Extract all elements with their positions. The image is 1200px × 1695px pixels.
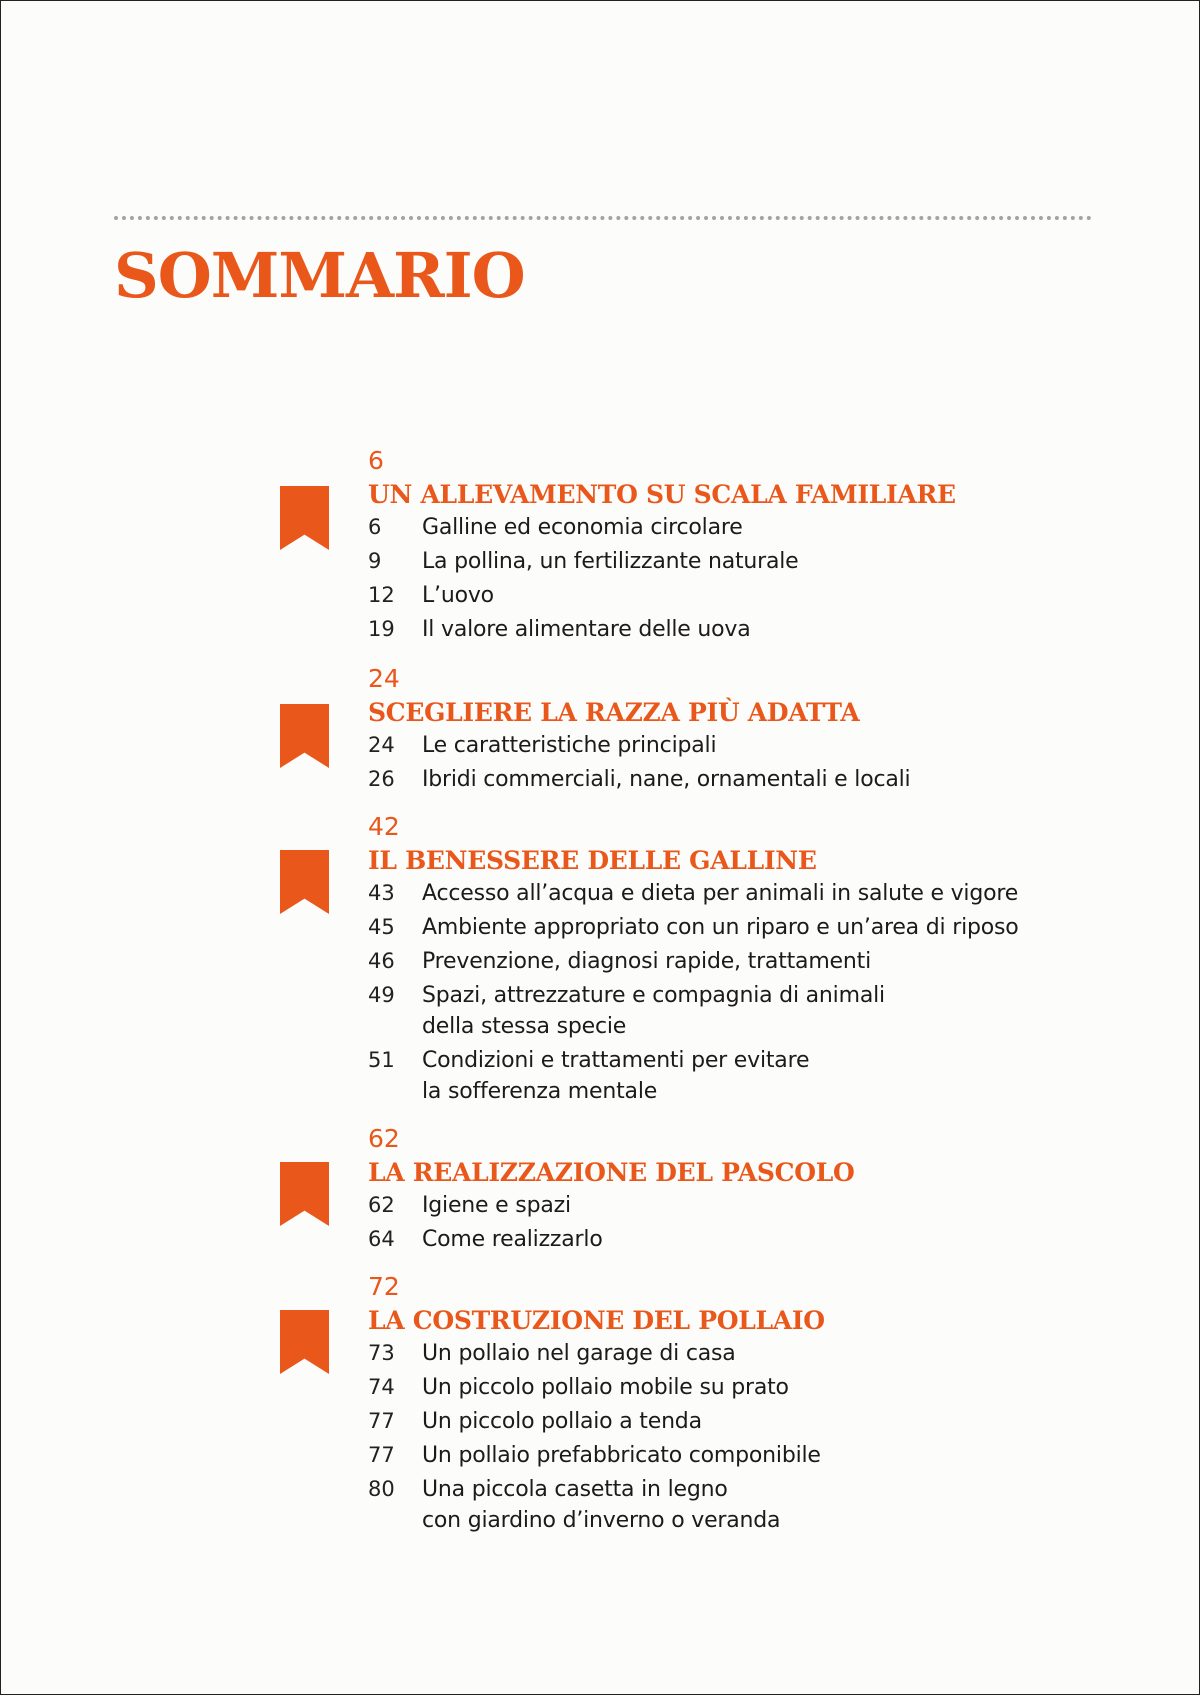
entry-page-number: 46 xyxy=(368,949,395,973)
toc-entry[interactable] xyxy=(368,1406,1088,1437)
section-page-number: 62 xyxy=(368,1124,400,1153)
entry-page-number: 26 xyxy=(368,767,395,791)
entry-title: Un pollaio prefabbricato componibile xyxy=(422,1443,821,1468)
toc-section xyxy=(368,1270,1088,1536)
toc-entry[interactable] xyxy=(368,730,1088,761)
entry-page-number: 77 xyxy=(368,1443,395,1467)
toc-entry[interactable] xyxy=(368,946,1088,977)
toc-entry[interactable] xyxy=(368,1338,1088,1369)
toc-section xyxy=(368,662,1088,795)
toc-entry[interactable] xyxy=(368,912,1088,943)
entry-page-number: 9 xyxy=(368,549,382,573)
entry-title: Prevenzione, diagnosi rapide, trattamenti xyxy=(422,949,871,974)
entry-title: Accesso all’acqua e dieta per animali in salute e vigore xyxy=(422,881,1019,906)
toc-entry[interactable] xyxy=(368,980,1088,1042)
toc-entry[interactable] xyxy=(368,1440,1088,1471)
toc-entry[interactable] xyxy=(368,580,1088,611)
entry-title: Ambiente appropriato con un riparo e un’area di riposo xyxy=(422,915,1019,940)
entry-title: Igiene e spazi xyxy=(422,1193,571,1218)
entry-page-number: 49 xyxy=(368,983,395,1007)
section-page-number: 24 xyxy=(368,664,400,693)
entry-title: L’uovo xyxy=(422,583,494,608)
toc-section xyxy=(368,810,1088,1107)
entry-page-number: 62 xyxy=(368,1193,395,1217)
entry-title: Condizioni e trattamenti per evitare la sofferenza mentale xyxy=(422,1048,810,1104)
entry-title: Ibridi commerciali, nane, ornamentali e locali xyxy=(422,767,911,792)
entry-title: Galline ed economia circolare xyxy=(422,515,743,540)
entry-title: Come realizzarlo xyxy=(422,1227,603,1252)
entry-page-number: 12 xyxy=(368,583,395,607)
entry-title: Un piccolo pollaio mobile su prato xyxy=(422,1375,789,1400)
section-page-number: 6 xyxy=(368,446,384,475)
toc-entry[interactable] xyxy=(368,614,1088,645)
entry-page-number: 24 xyxy=(368,733,395,757)
entry-page-number: 19 xyxy=(368,617,395,641)
entry-title: Spazi, attrezzature e compagnia di animali della stessa specie xyxy=(422,983,885,1039)
entry-title: Un pollaio nel garage di casa xyxy=(422,1341,736,1366)
page-title: SOMMARIO xyxy=(114,239,525,312)
toc-entry[interactable] xyxy=(368,1045,1088,1107)
section-title[interactable]: SCEGLIERE LA RAZZA PIÙ ADATTA xyxy=(368,698,860,727)
entry-title: La pollina, un fertilizzante naturale xyxy=(422,549,799,574)
section-title[interactable]: LA COSTRUZIONE DEL POLLAIO xyxy=(368,1306,825,1335)
entry-page-number: 6 xyxy=(368,515,382,539)
entry-title: Le caratteristiche principali xyxy=(422,733,717,758)
toc-entry[interactable] xyxy=(368,512,1088,543)
dotted-divider xyxy=(114,216,1092,220)
entry-page-number: 43 xyxy=(368,881,395,905)
toc-entry[interactable] xyxy=(368,764,1088,795)
entry-title: Un piccolo pollaio a tenda xyxy=(422,1409,702,1434)
entry-page-number: 74 xyxy=(368,1375,395,1399)
entry-title: Una piccola casetta in legno con giardino d’inverno o veranda xyxy=(422,1477,781,1533)
toc-entry[interactable] xyxy=(368,1372,1088,1403)
toc-entry[interactable] xyxy=(368,1190,1088,1221)
section-title[interactable]: UN ALLEVAMENTO SU SCALA FAMILIARE xyxy=(368,480,956,509)
toc-entry[interactable] xyxy=(368,878,1088,909)
toc-section xyxy=(368,1122,1088,1255)
section-page-number: 72 xyxy=(368,1272,400,1301)
entry-page-number: 77 xyxy=(368,1409,395,1433)
toc-entry[interactable] xyxy=(368,1224,1088,1255)
entry-page-number: 45 xyxy=(368,915,395,939)
entry-page-number: 51 xyxy=(368,1048,395,1072)
toc-section xyxy=(368,444,1088,645)
section-page-number: 42 xyxy=(368,812,400,841)
toc-entry[interactable] xyxy=(368,1474,1088,1536)
entry-page-number: 80 xyxy=(368,1477,395,1501)
entry-page-number: 64 xyxy=(368,1227,395,1251)
section-title[interactable]: LA REALIZZAZIONE DEL PASCOLO xyxy=(368,1158,855,1187)
toc-entry[interactable] xyxy=(368,546,1088,577)
section-title[interactable]: IL BENESSERE DELLE GALLINE xyxy=(368,846,817,875)
entry-page-number: 73 xyxy=(368,1341,395,1365)
entry-title: Il valore alimentare delle uova xyxy=(422,617,751,642)
